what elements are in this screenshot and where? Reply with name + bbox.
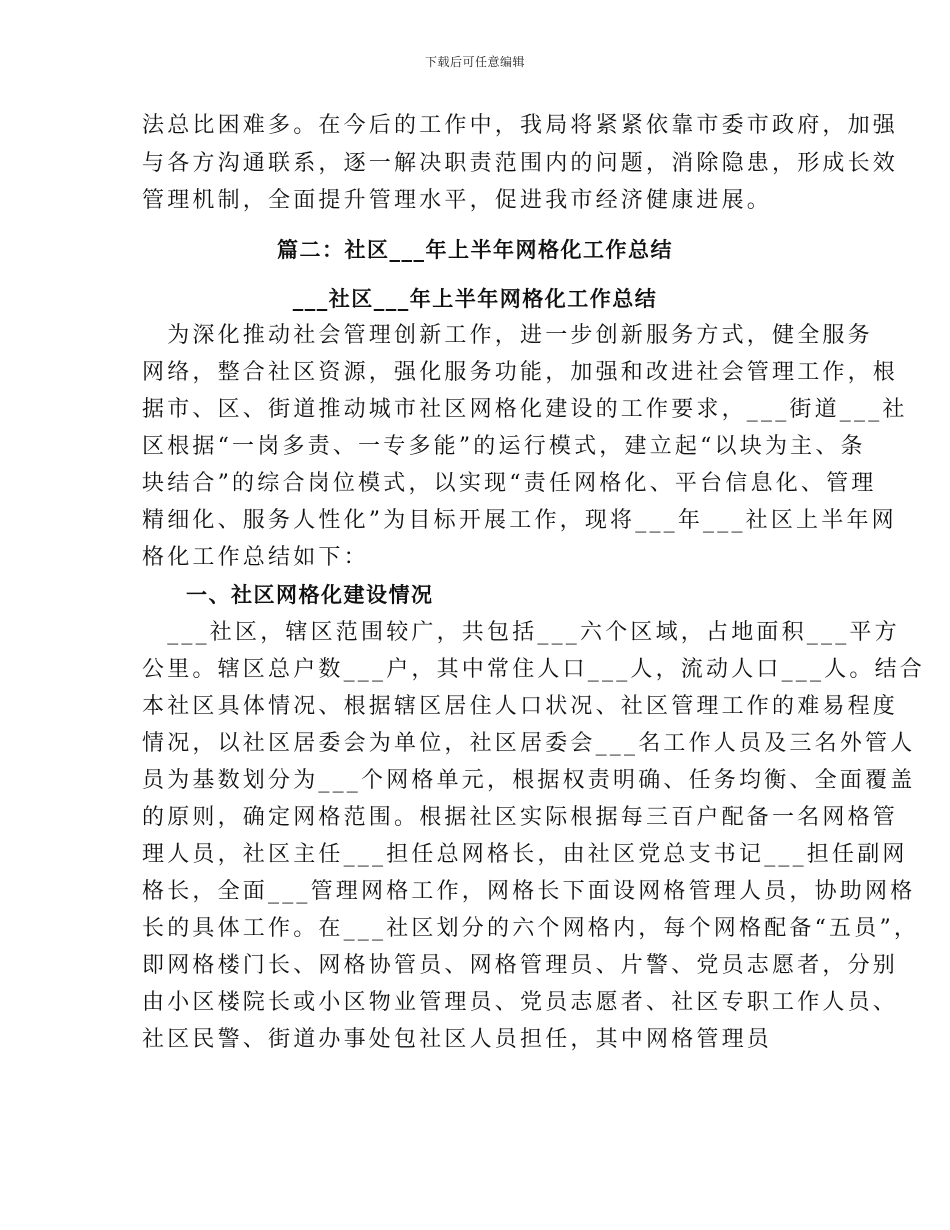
text-line: 的原则，确定网格范围。根据社区实际根据每三百户配备一名网格管 xyxy=(142,805,899,830)
section-heading: 一、社区网格化建设情况 xyxy=(186,583,434,607)
document-title: ___社区___年上半年网格化工作总结 xyxy=(292,287,658,311)
text-line: ___社区，辖区范围较广，共包括___六个区域，占地面积___平方 xyxy=(142,620,900,645)
text-line: 本社区具体情况、根据辖区居住人口状况、社区管理工作的难易程度 xyxy=(142,694,899,719)
text-line: 社区民警、街道办事处包社区人员担任，其中网格管理员 xyxy=(142,1027,773,1052)
text-line: 网络，整合社区资源，强化服务功能，加强和改进社会管理工作，根 xyxy=(142,360,899,385)
text-line: 区根据“一岗多责、一专多能”的运行模式，建立起“以块为主、条 xyxy=(142,434,866,459)
text-line: 据市、区、街道推动城市社区网格化建设的工作要求，___街道___社 xyxy=(142,397,908,422)
page-header: 下载后可任意编辑 xyxy=(424,55,525,69)
text-line: 与各方沟通联系，逐一解决职责范围内的问题，消除隐患，形成长效 xyxy=(142,151,899,176)
text-line: 法总比困难多。在今后的工作中，我局将紧紧依靠市委市政府，加强 xyxy=(142,113,899,138)
text-line: 长的具体工作。在___社区划分的六个网格内，每个网格配备“五员”， xyxy=(142,916,920,941)
section-title: 篇二：社区___年上半年网格化工作总结 xyxy=(277,238,673,262)
text-line: 管理机制，全面提升管理水平，促进我市经济健康进展。 xyxy=(142,188,773,213)
text-line: 公里。辖区总户数___户，其中常住人口___人，流动人口___人。结合 xyxy=(142,657,926,682)
text-line: 理人员，社区主任___担任总网格长，由社区党总支书记___担任副网 xyxy=(142,842,908,867)
text-line: 格化工作总结如下： xyxy=(142,545,369,570)
text-line: 即网格楼门长、网格协管员、网格管理员、片警、党员志愿者，分别 xyxy=(142,953,899,978)
text-line: 由小区楼院长或小区物业管理员、党员志愿者、社区专职工作人员、 xyxy=(142,990,899,1015)
text-line: 块结合”的综合岗位模式，以实现“责任网格化、平台信息化、管理 xyxy=(142,471,877,496)
text-line: 精细化、服务人性化”为目标开展工作，现将___年___社区上半年网 xyxy=(142,508,897,533)
text-line: 情况，以社区居委会为单位，社区居委会___名工作人员及三名外管人 xyxy=(142,731,916,756)
text-line: 格长，全面___管理网格工作，网格长下面设网格管理人员，协助网格 xyxy=(142,879,916,904)
text-line: 员为基数划分为___个网格单元，根据权责明确、任务均衡、全面覆盖 xyxy=(142,768,916,793)
text-line: 为深化推动社会管理创新工作，进一步创新服务方式，健全服务 xyxy=(142,323,873,348)
